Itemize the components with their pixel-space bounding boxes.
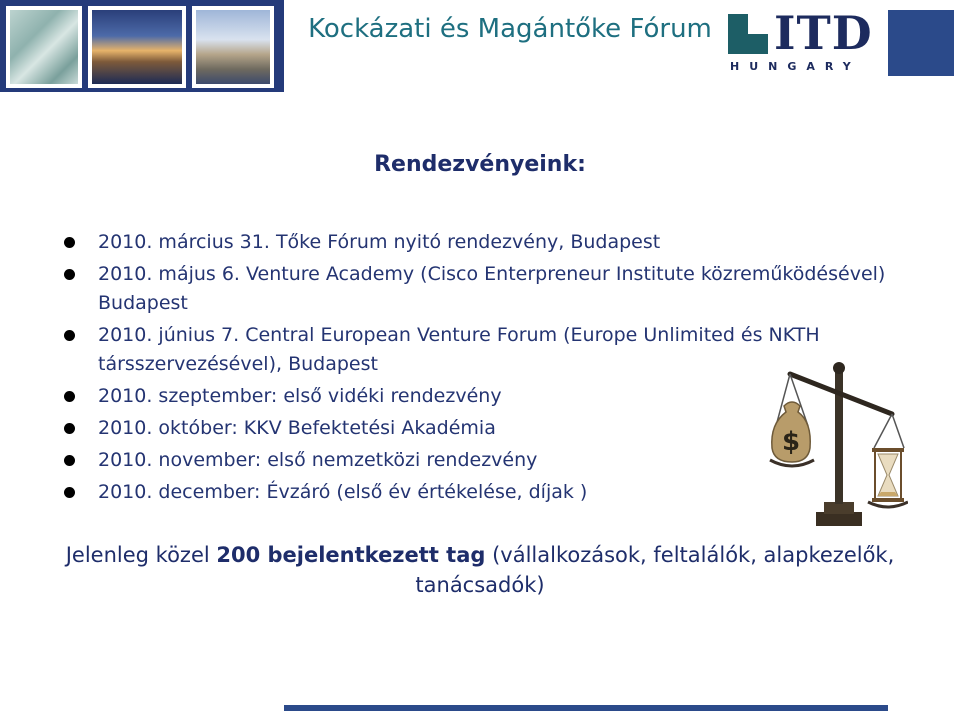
parliament-photo [92,10,182,84]
member-summary [40,540,920,600]
bullet-icon [64,455,75,466]
list-item [58,228,918,257]
itd-hungary-logo [728,6,954,76]
list-item [58,260,918,318]
page-title: Kockázati és Magántőke Fórum [308,14,712,44]
balance-scale-icon [768,352,908,530]
dollar-bag-icon [772,402,810,462]
event-text: 2010. szeptember: első vidéki rendezvény [98,385,502,407]
logo-text: ITD [774,6,873,60]
event-text: 2010. november: első nemzetközi rendezvény [98,449,538,471]
summary-highlight: 200 bejelentkezett tag [216,543,486,567]
dna-photo [10,10,78,84]
logo-square [888,10,954,76]
logo-subtitle: HUNGARY [730,60,861,73]
logo-mark-icon [728,14,768,54]
bottom-divider [284,705,888,711]
bullet-icon [64,423,75,434]
chain-bridge-photo [196,10,270,84]
bullet-icon [64,330,75,341]
summary-suffix: (vállalkozások, feltalálók, alapkezelők, tanácsadók) [415,543,895,597]
event-text: 2010. december: Évzáró (első év értékelése, díjak ) [98,481,588,503]
bullet-icon [64,391,75,402]
event-text: 2010. március 31. Tőke Fórum nyitó rendezvény, Budapest [98,231,661,253]
summary-prefix: Jelenleg közel [65,543,217,567]
bullet-icon [64,237,75,248]
event-text: 2010. május 6. Venture Academy (Cisco Enterpreneur Institute közreműködésével) Budapest [98,263,886,314]
bullet-icon [64,269,75,280]
svg-text:$: $ [781,427,801,457]
hourglass-icon [872,448,904,502]
section-heading: Rendezvényeink: [374,152,586,177]
event-text: 2010. október: KKV Befektetési Akadémia [98,417,496,439]
header-photo-strip [0,0,284,92]
event-text: 2010. június 7. Central European Venture Forum (Europe Unlimited és NKTH társszervezésével), Budapest [98,324,820,375]
bullet-icon [64,487,75,498]
